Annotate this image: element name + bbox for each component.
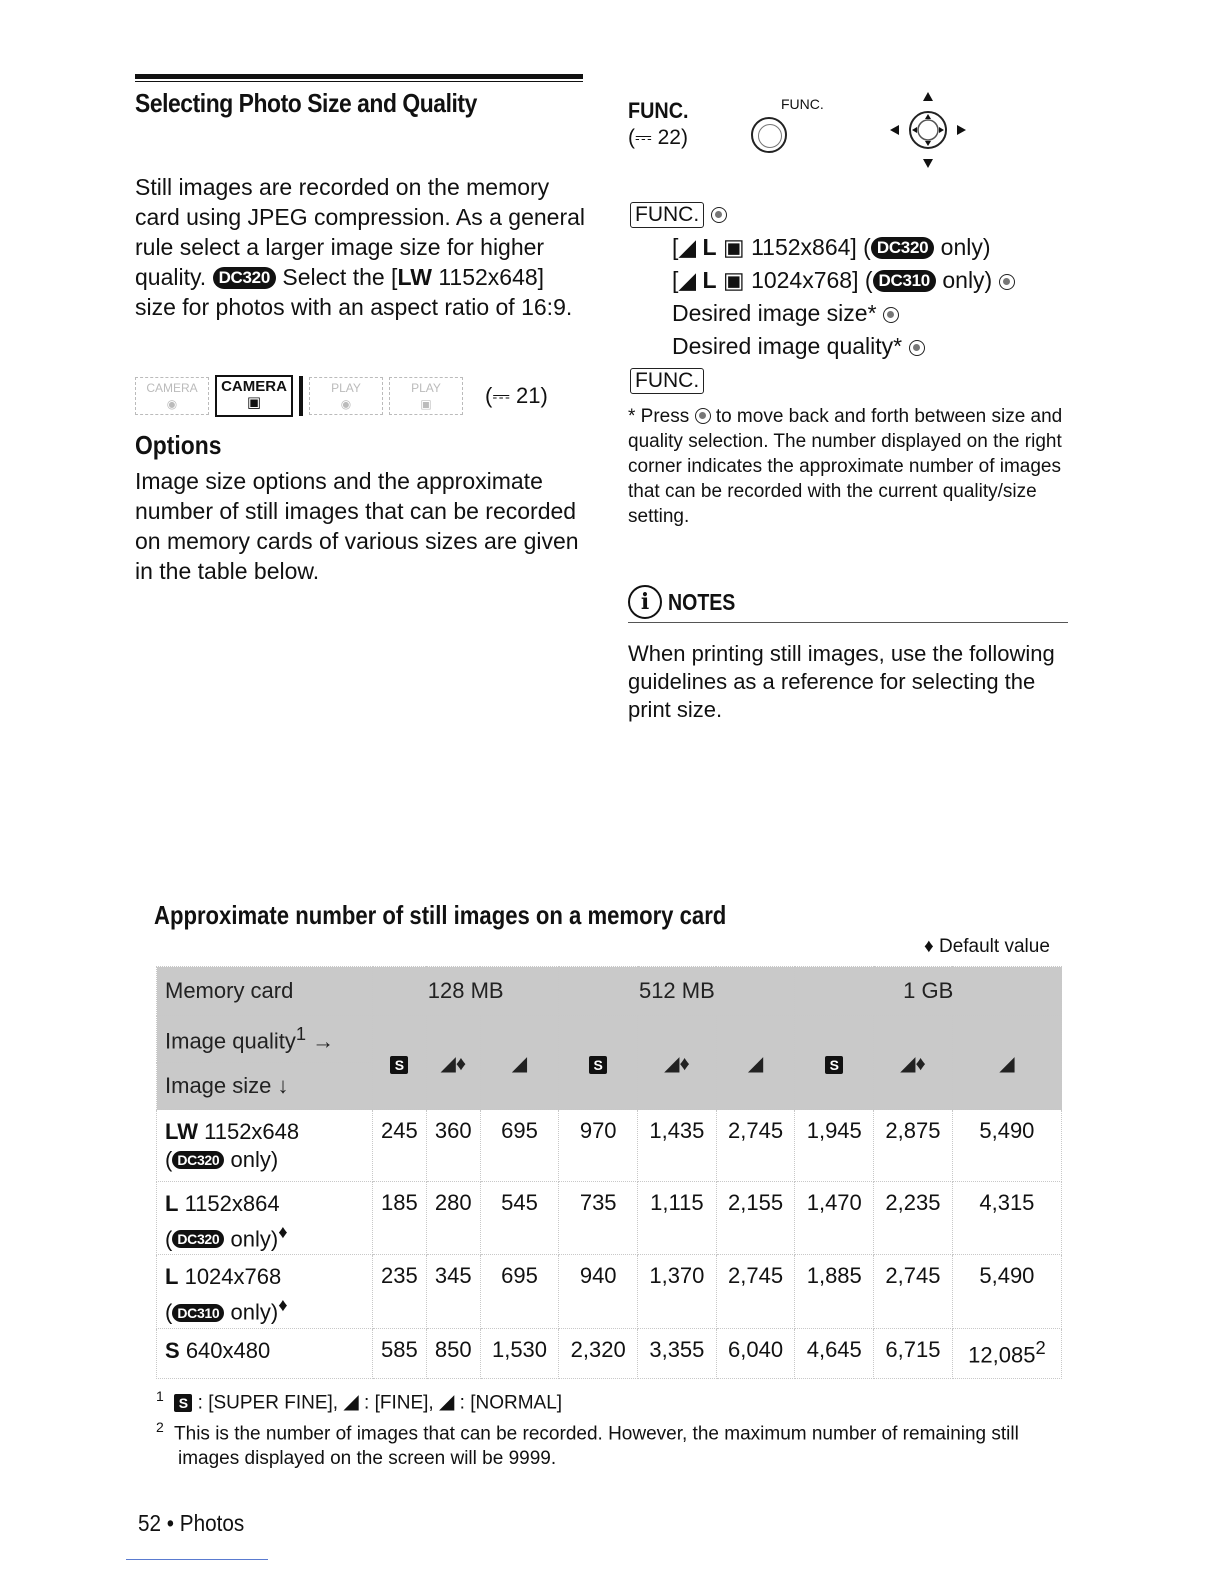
cell: 735 (559, 1182, 638, 1255)
joystick-press-icon (909, 340, 925, 356)
mode-camera-photo: CAMERA ▣ (215, 375, 293, 417)
options-title: Options (135, 430, 222, 460)
superfine-icon: S (795, 1016, 874, 1110)
camera-icon: ▣ (722, 267, 745, 293)
footer-line (126, 1559, 268, 1560)
cell: 3,355 (638, 1328, 717, 1378)
cell: 2,745 (716, 1255, 795, 1328)
head-image-quality: Image quality$^1$ → (157, 1016, 373, 1063)
normal-icon: ◢ (716, 1016, 795, 1110)
dc320-badge: DC320 (172, 1151, 224, 1169)
row-label: LW 1152x648 ( DC320 only) (157, 1110, 373, 1182)
intro-part-2: Select the (282, 264, 385, 290)
cell: 970 (559, 1110, 638, 1182)
fine-quality-icon: ◢ (678, 267, 697, 293)
quality-header-row (157, 1016, 1062, 1063)
joystick-press-icon (711, 207, 727, 223)
superfine-icon: S (373, 1016, 427, 1110)
cell: 185 (373, 1182, 427, 1255)
normal-icon: ◢ (438, 1391, 455, 1414)
info-icon: i (628, 585, 662, 619)
cell: 1,435 (638, 1110, 717, 1182)
fine-icon: ◢♦ (426, 1016, 480, 1110)
cell: 4,315 (952, 1182, 1061, 1255)
superfine-icon: S (174, 1394, 192, 1412)
head-memory-card: Memory card (157, 967, 373, 1016)
camera-icon: ▣ (722, 234, 745, 260)
cell: 940 (559, 1255, 638, 1328)
dc310-badge: DC310 (873, 270, 936, 292)
table-row (157, 1110, 1062, 1182)
normal-icon: ◢ (480, 1016, 559, 1110)
step-2: [◢ L ▣ 1024x768] ( DC310 only) (672, 267, 1015, 294)
row-label: S 640x480 (157, 1328, 373, 1378)
footnote-2: $^2$ This is the number of images that can be recorded. However, the maximum number of remaining still images displayed on the screen will be 9999. (156, 1419, 1019, 1469)
cell: 280 (426, 1182, 480, 1255)
cell: 850 (426, 1328, 480, 1378)
cell: 5,490 (952, 1255, 1061, 1328)
cell: 245 (373, 1110, 427, 1182)
star-footnote: * Press to move back and forth between size and quality selection. The number displayed on the right corner indicates the approximate number of images that can be recorded with the current quality/size setting. (628, 406, 1063, 527)
page-footer: 52 • Photos (138, 1510, 245, 1536)
normal-icon: ◢ (952, 1016, 1061, 1110)
cell: 6,715 (874, 1328, 953, 1378)
fine-quality-icon: ◢ (678, 234, 697, 260)
cell: 2,235 (874, 1182, 953, 1255)
fine-icon: ◢♦ (874, 1016, 953, 1110)
dc320-badge: DC320 (871, 237, 934, 259)
notes-rule (628, 622, 1068, 623)
notes-header (628, 585, 747, 619)
func-button-label: FUNC. (781, 96, 824, 112)
mode-play-movie: PLAY ◉ (309, 377, 383, 415)
cell: 545 (480, 1182, 559, 1255)
cell: 2,155 (716, 1182, 795, 1255)
step-3: Desired image size* (672, 300, 899, 327)
header-rule-thin (135, 81, 583, 82)
step-1: [◢ L ▣ 1152x864] ( DC320 only) (672, 234, 991, 260)
section-title: Selecting Photo Size and Quality (135, 88, 477, 118)
cell: 1,945 (795, 1110, 874, 1182)
cell: 4,645 (795, 1328, 874, 1378)
dc320-badge: DC320 (172, 1230, 224, 1248)
row-label: L 1152x864 ( DC320 only)♦ (157, 1182, 373, 1255)
cell: 1,470 (795, 1182, 874, 1255)
func-label: FUNC. (628, 98, 689, 123)
dc310-badge: DC310 (172, 1304, 224, 1322)
mode-page-ref: (⎓ 21) (485, 383, 548, 408)
cell: 2,745 (716, 1110, 795, 1182)
fine-icon: ◢♦ (638, 1016, 717, 1110)
mode-separator (299, 376, 303, 416)
head-128mb: 128 MB (373, 967, 559, 1016)
default-value-note: ♦ Default value (924, 936, 1050, 957)
mode-play-photo: PLAY ▣ (389, 377, 463, 415)
joystick-press-icon (999, 274, 1015, 290)
table-title: Approximate number of still images on a memory card (154, 900, 727, 930)
images-table (156, 966, 1062, 1379)
cell: 360 (426, 1110, 480, 1182)
options-text: Image size options and the approximate number of still images that can be recorded on memory cards of various sizes are given in the table below. (135, 468, 579, 584)
cell: 235 (373, 1255, 427, 1328)
func-button-icon (751, 117, 787, 153)
intro-part-3: 1152x648] size for photos with an aspect ratio of 16:9. (135, 264, 573, 320)
cell: 2,320 (559, 1328, 638, 1378)
cell: 2,745 (874, 1255, 953, 1328)
superfine-icon: S (559, 1016, 638, 1110)
func-page-ref: (⎓ 22) (628, 126, 688, 149)
cell: 1,530 (480, 1328, 559, 1378)
table-row (157, 1255, 1062, 1328)
header-rule (135, 74, 583, 79)
fine-icon: ◢ (343, 1391, 359, 1414)
table-row (157, 1182, 1062, 1255)
cell: 1,885 (795, 1255, 874, 1328)
joystick-press-icon (883, 307, 899, 323)
intro-text: Still images are recorded on the memory card using JPEG compression. As a general rule select a larger image size for higher quality. DC320 Select the [LW 1152x648] size for photos with an aspect ratio of 16:9. (135, 174, 586, 320)
row-label: L 1024x768 ( DC310 only)♦ (157, 1255, 373, 1328)
step-4: Desired image quality* (672, 333, 925, 360)
mode-camera-movie: CAMERA ◉ (135, 377, 209, 415)
cell: 5,490 (952, 1110, 1061, 1182)
table-row (157, 1328, 1062, 1378)
notes-text: When printing still images, use the following guidelines as a reference for selecting the print size. (628, 641, 1055, 722)
capacity-header-row (157, 967, 1062, 1016)
head-image-size: Image size ↓ (157, 1063, 373, 1110)
joystick-icon (888, 90, 968, 170)
notes-title: NOTES (668, 588, 736, 615)
cell: 6,040 (716, 1328, 795, 1378)
lw-label: LW (397, 264, 432, 290)
func-key-end: FUNC. (630, 368, 704, 394)
head-512mb: 512 MB (559, 967, 795, 1016)
dc320-badge: DC320 (213, 267, 276, 289)
cell: 1,370 (638, 1255, 717, 1328)
cell: 2,875 (874, 1110, 953, 1182)
cell: 695 (480, 1110, 559, 1182)
footnote-1: $^1$ S : [SUPER FINE], ◢ : [FINE], ◢ : [NORMAL] (156, 1388, 563, 1414)
mode-bar (135, 375, 548, 417)
func-key: FUNC. (630, 202, 704, 228)
cell: 695 (480, 1255, 559, 1328)
head-1gb: 1 GB (795, 967, 1062, 1016)
intro-part-1: Still images are recorded on the memory card using JPEG compression. As a general rule select a larger image size for higher quality. (135, 174, 586, 290)
cell: 585 (373, 1328, 427, 1378)
cell: 12,085$^2$ (952, 1328, 1061, 1378)
cell: 345 (426, 1255, 480, 1328)
cell: 1,115 (638, 1182, 717, 1255)
joystick-icon-small (695, 408, 711, 424)
table-footnotes (156, 1384, 1056, 1471)
